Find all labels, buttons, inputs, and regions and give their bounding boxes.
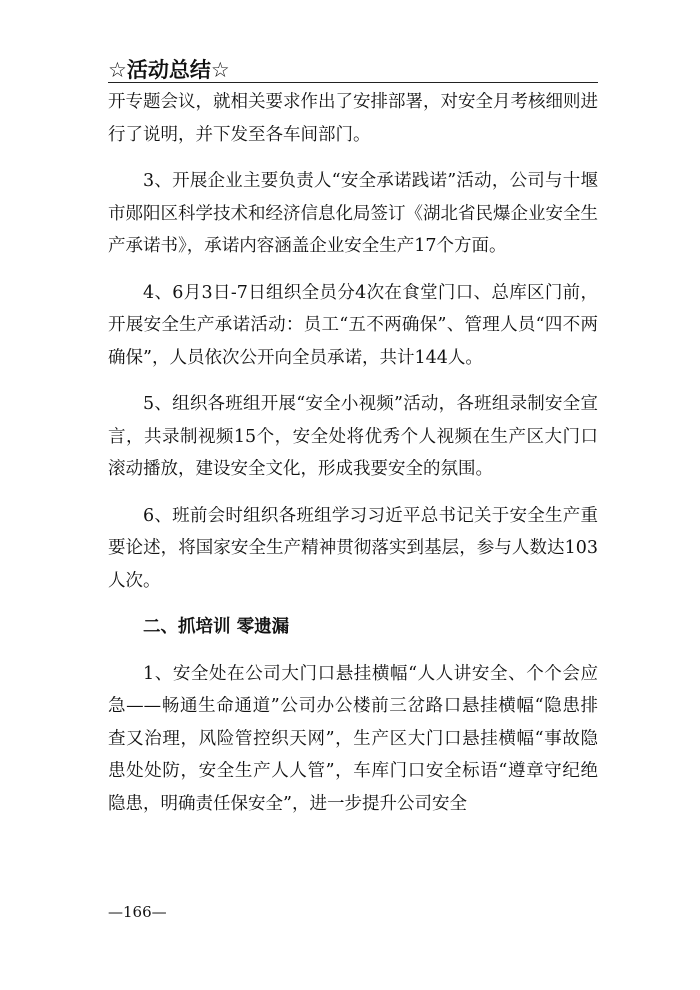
page-number: —166— (108, 903, 167, 921)
paragraph-item-3: 3、开展企业主要负责人“安全承诺践诺”活动，公司与十堰市郧阳区科学技术和经济信息化局签订《湖北省民爆企业安全生产承诺书》，承诺内容涵盖企业安全生产17个方面。 (108, 171, 598, 256)
paragraph-item-6: 6、班前会时组织各班组学习习近平总书记关于安全生产重要论述，将国家安全生产精神贯彻落实到基层，参与人数达103人次。 (108, 505, 598, 591)
page-header-title: ☆活动总结☆ (108, 58, 230, 82)
paragraph-section2-item-1: 1、安全处在公司大门口悬挂横幅“人人讲安全、个个会应急——畅通生命通道”公司办公楼前三岔路口悬挂横幅“隐患排查又治理，风险管控织天网”，生产区大门口悬挂横幅“事故隐患处处防，安全生产人人管”，车库门口安全标语“遵章守纪绝隐患，明确责任保安全”，进一步提升公司安全 (108, 663, 598, 814)
document-body (108, 86, 598, 820)
paragraph-continued: 开专题会议，就相关要求作出了安排部署，对安全月考核细则进行了说明，并下发至各车间部门。 (108, 92, 598, 145)
section-heading: 二、抓培训 零遗漏 (143, 617, 290, 637)
header-divider (108, 82, 598, 83)
paragraph-item-4: 4、6月3日-7日组织全员分4次在食堂门口、总库区门前，开展安全生产承诺活动：员工“五不两确保”、管理人员“四不两确保”，人员依次公开向全员承诺，共计144人。 (108, 282, 598, 368)
paragraph-item-5: 5、组织各班组开展“安全小视频”活动，各班组录制安全宣言，共录制视频15个，安全处将优秀个人视频在生产区大门口滚动播放，建设安全文化，形成我要安全的氛围。 (108, 394, 598, 479)
